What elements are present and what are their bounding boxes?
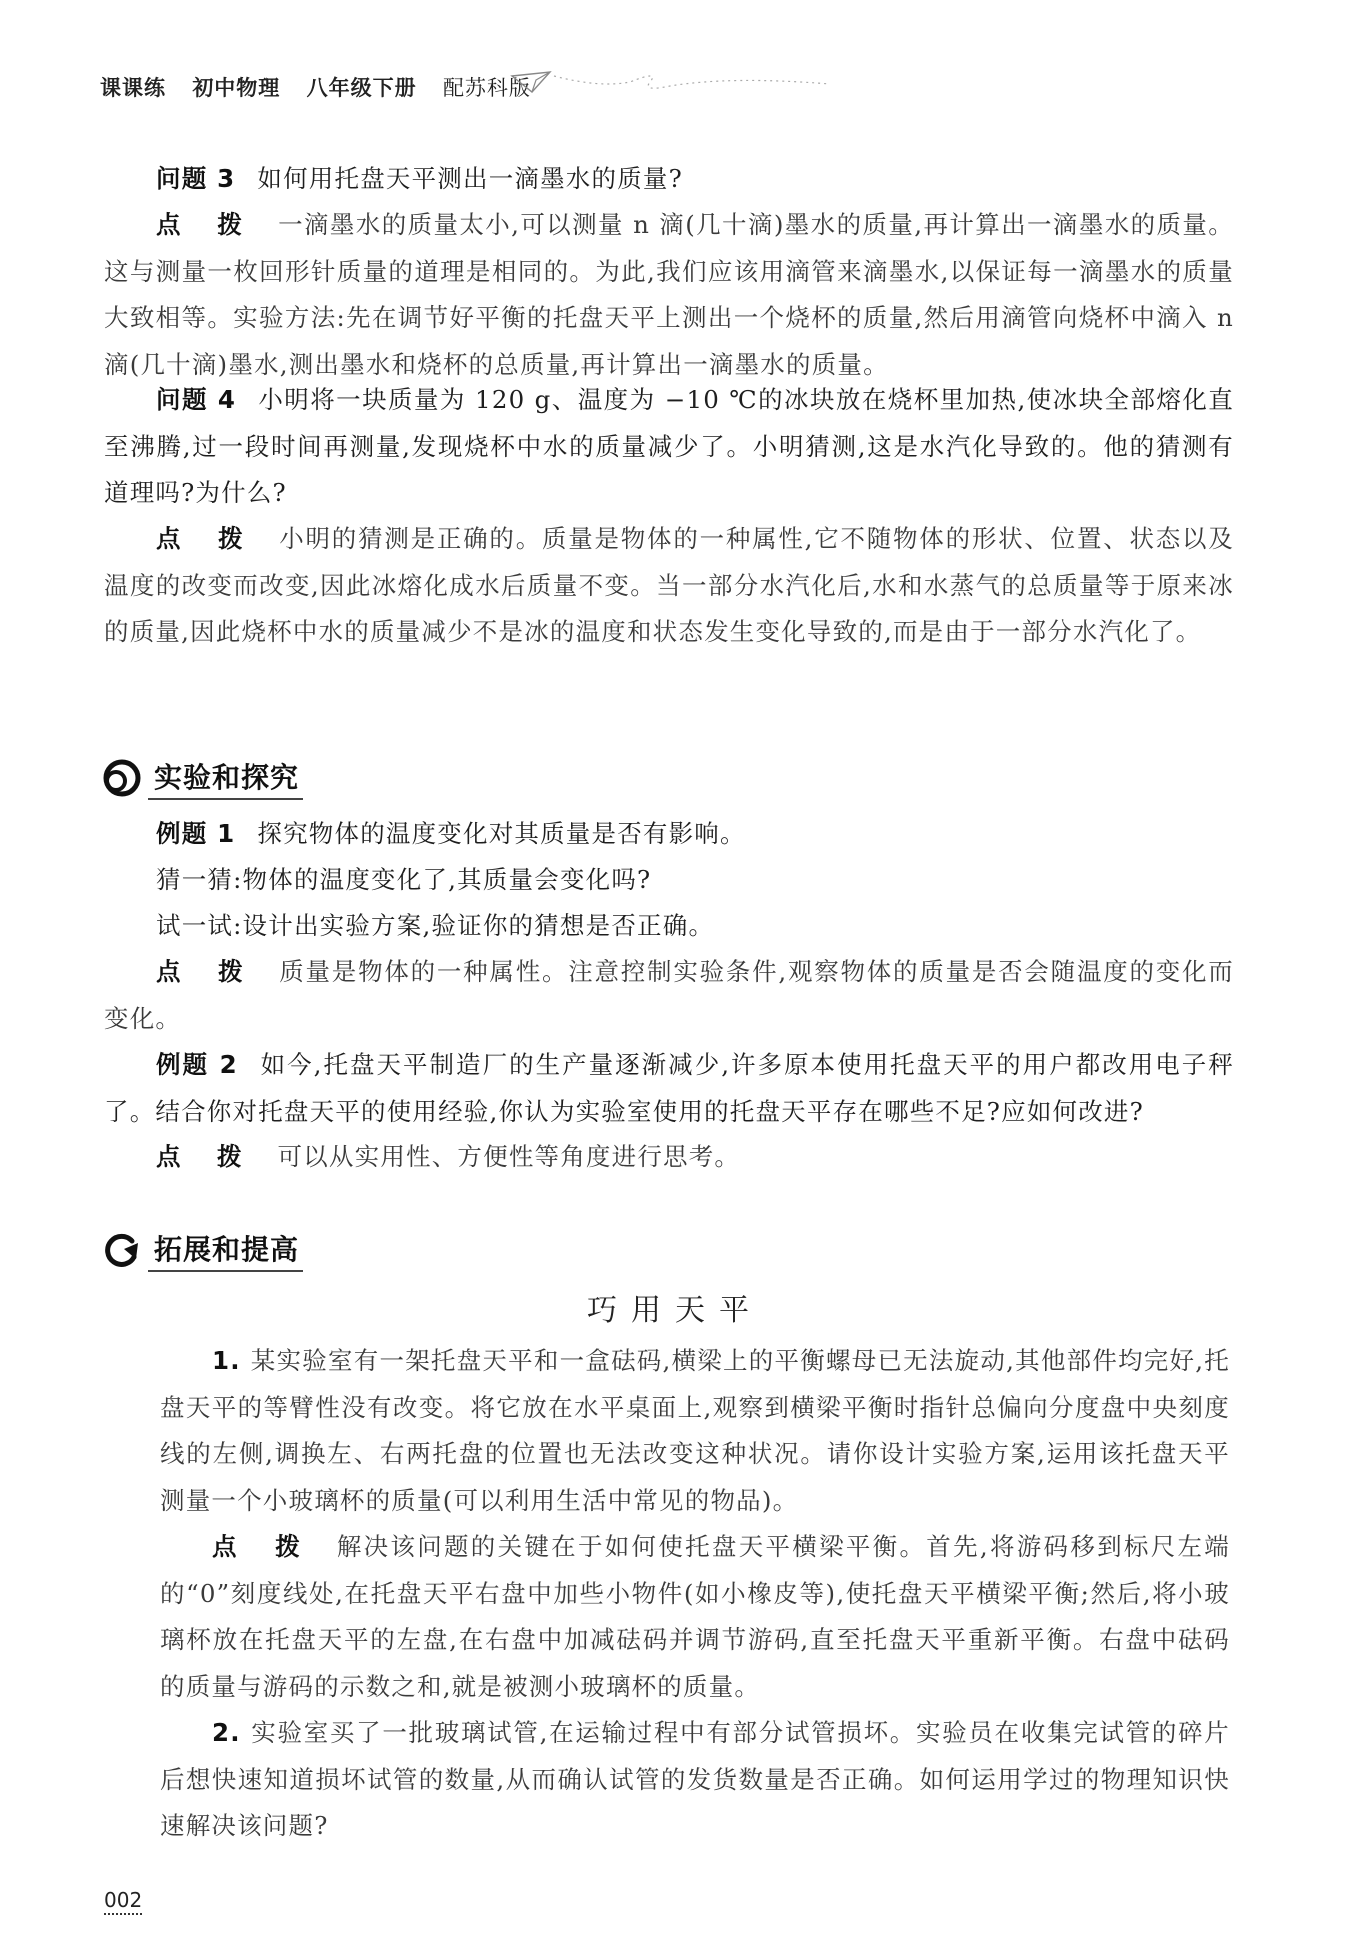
article-item-1 — [160, 1338, 1230, 1524]
grade-name: 八年级下册 — [306, 76, 417, 100]
hint-label: 点 拨 — [156, 957, 258, 986]
question-4-hint — [104, 516, 1234, 656]
example-2-hint — [104, 1134, 1234, 1181]
section-title: 拓展和提高 — [148, 1228, 303, 1272]
article-item-2 — [160, 1710, 1230, 1850]
question-label: 问题 3 — [156, 164, 236, 193]
question-label: 问题 4 — [156, 385, 237, 414]
page-number: 002 — [104, 1888, 142, 1915]
subject-name: 初中物理 — [192, 76, 281, 100]
hint-text: 可以从实用性、方便性等角度进行思考。 — [277, 1142, 741, 1171]
hint-text: 解决该问题的关键在于如何使托盘天平横梁平衡。首先,将游码移到标尺左端的“0”刻度线处,在托盘天平右盘中加些小物件(如小橡皮等),使托盘天平横梁平衡;然后,将小玻璃杯放在托盘天平的左盘,在右盘中加减砝码并调节游码,直至托盘天平重新平衡。右盘中砝码的质量与游码的示数之和,就是被测小玻璃杯的质量。 — [160, 1532, 1230, 1701]
circular-arrow-icon — [100, 1229, 142, 1271]
double-circle-icon — [100, 757, 142, 799]
hint-label: 点 拨 — [156, 1142, 256, 1171]
example-text: 如今,托盘天平制造厂的生产量逐渐减少,许多原本使用托盘天平的用户都改用电子秤了。结合你对托盘天平的使用经验,你认为实验室使用的托盘天平存在哪些不足?应如何改进? — [104, 1050, 1234, 1126]
example-2 — [104, 1042, 1234, 1135]
section-heading-extension — [100, 1228, 303, 1272]
item-number: 1. — [212, 1346, 241, 1375]
running-head — [100, 72, 549, 102]
hint-label: 点 拨 — [156, 210, 257, 239]
section-title: 实验和探究 — [148, 756, 303, 800]
section-heading-experiment — [100, 756, 303, 800]
example-1-hint — [104, 949, 1234, 1042]
question-3 — [104, 156, 1234, 203]
series-name: 课课练 — [100, 76, 166, 100]
edition-name: 配苏科版 — [442, 76, 531, 100]
hint-label: 点 拨 — [212, 1532, 315, 1561]
item-text: 实验室买了一批玻璃试管,在运输过程中有部分试管损坏。实验员在收集完试管的碎片后想快速知道损坏试管的数量,从而确认试管的发货数量是否正确。如何运用学过的物理知识快速解决该问题? — [160, 1718, 1230, 1840]
question-4 — [104, 377, 1234, 517]
article-title: 巧用天平 — [587, 1293, 763, 1328]
example-1-guess: 猜一猜:物体的温度变化了,其质量会变化吗? — [156, 865, 652, 894]
example-label: 例题 2 — [156, 1050, 238, 1079]
item-text: 某实验室有一架托盘天平和一盒砝码,横梁上的平衡螺母已无法旋动,其他部件均完好,托盘天平的等臂性没有改变。将它放在水平桌面上,观察到横梁平衡时指针总偏向分度盘中央刻度线的左侧,调换左、右两托盘的位置也无法改变这种状况。请你设计实验方案,运用该托盘天平测量一个小玻璃杯的质量(可以利用生活中常见的物品)。 — [160, 1346, 1230, 1515]
question-text: 小明将一块质量为 120 g、温度为 −10 ℃的冰块放在烧杯里加热,使冰块全部熔化直至沸腾,过一段时间再测量,发现烧杯中水的质量减少了。小明猜测,这是水汽化导致的。他的猜测有道理吗?为什么? — [104, 385, 1234, 507]
example-1-try: 试一试:设计出实验方案,验证你的猜想是否正确。 — [156, 911, 715, 940]
question-3-hint — [104, 202, 1234, 388]
hint-label: 点 拨 — [156, 524, 258, 553]
hint-text: 质量是物体的一种属性。注意控制实验条件,观察物体的质量是否会随温度的变化而变化。 — [104, 957, 1235, 1033]
example-text: 探究物体的温度变化对其质量是否有影响。 — [257, 819, 746, 848]
question-text: 如何用托盘天平测出一滴墨水的质量? — [257, 164, 683, 193]
paper-plane-icon — [510, 62, 830, 102]
example-1 — [104, 811, 1234, 858]
item-number: 2. — [212, 1718, 241, 1747]
hint-text: 小明的猜测是正确的。质量是物体的一种属性,它不随物体的形状、位置、状态以及温度的改变而改变,因此冰熔化成水后质量不变。当一部分水汽化后,水和水蒸气的总质量等于原来冰的质量,因此烧杯中水的质量减少不是冰的温度和状态发生变化导致的,而是由于一部分水汽化了。 — [104, 524, 1235, 646]
hint-text: 一滴墨水的质量太小,可以测量 n 滴(几十滴)墨水的质量,再计算出一滴墨水的质量。这与测量一枚回形针质量的道理是相同的。为此,我们应该用滴管来滴墨水,以保证每一滴墨水的质量大致相等。实验方法:先在调节好平衡的托盘天平上测出一个烧杯的质量,然后用滴管向烧杯中滴入 n 滴(几十滴)墨水,测出墨水和烧杯的总质量,再计算出一滴墨水的质量。 — [104, 210, 1235, 379]
article-item-1-hint — [160, 1524, 1230, 1710]
example-label: 例题 1 — [156, 819, 236, 848]
